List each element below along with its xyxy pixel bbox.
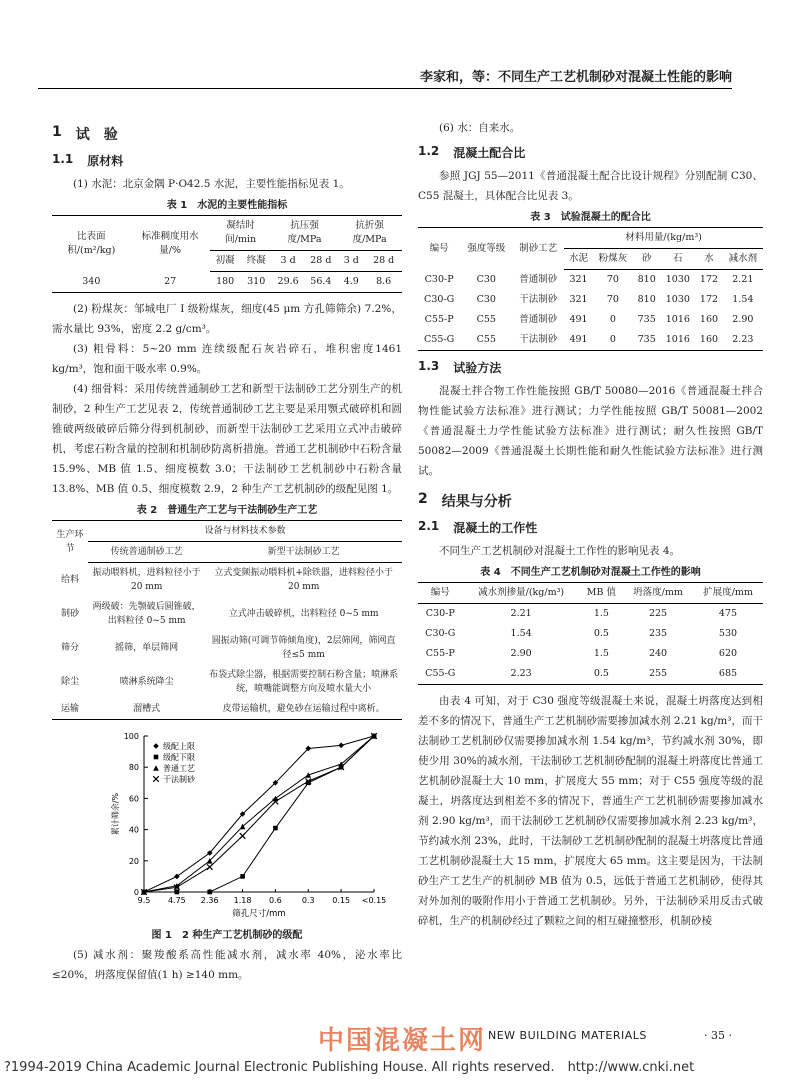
- table-cell: 0: [609, 314, 616, 325]
- y-tick-label: 0: [133, 888, 139, 897]
- table-cell: 160: [699, 314, 719, 325]
- table-cell: 0.5: [593, 668, 609, 679]
- data-point: [154, 755, 159, 760]
- paragraph: (4) 细骨料：采用传统普通制砂工艺和新型干法制砂工艺分别生产的机制砂，2 种生产工艺见表 2，传统普通制砂工艺主要是采用颚式破碎机和圆锥破两级破碎后筛分得到机制砂，而新型干法制砂工艺采用立式冲击破碎机，考虑石粉含量的控制和机制砂防离析措施。普通工艺机制砂中石粉含量 15.9%、MB 值 1.5、细度模数 3.0；干法制砂工艺机制砂中石粉含量 13.8%、MB 值 0.5、细度模数 2.9，2 种生产工艺机制砂的级配见图 1。: [52, 383, 402, 495]
- table-row: 除尘 喷淋系统降尘 布袋式除尘器，根据需要控制石粉含量；喷淋系统，喷嘴能调整方向及喷水量大小: [60, 670, 399, 694]
- table-cell: 810: [637, 274, 656, 285]
- table-row: 给料 振动喂料机，进料粒径小于 20 mm 立式变频振动喂料机+除铁器，进料粒径小于 20 mm: [60, 568, 393, 592]
- x-tick-label: <0.15: [361, 896, 387, 905]
- table-row: [418, 604, 763, 625]
- table-cell: C30: [476, 294, 496, 305]
- table2: 生产环节 设备与材料技术参数 传统普通制砂工艺 新型干法制砂工艺 给料 振动喂料机，进料粒径小于 20 mm 立式变频振动喂料机+除铁器，进料粒径小于 20 mm 制砂 两级破：先颚破后圆锥破，出料粒径 0~5 mm 立式冲击破碎机，出料粒径 0~5 mm 筛分 摇筛，单层筛网 圆振动筛(可调节筛倾角度)，2层筛网，筛网直径≤5 mm 除尘 喷淋系统降尘 布袋式除尘器，根据需要控制石粉含量；喷淋系统，喷嘴能调整方向及喷水量大小 运输 溜槽式 皮带运输机，避免砂在运输过程中离析。: [52, 520, 402, 720]
- table-cell: 2.23: [732, 334, 754, 345]
- data-point: [175, 890, 180, 895]
- y-tick-label: 100: [123, 732, 139, 741]
- subsection-heading: 1.2 混凝土配合比: [418, 144, 526, 160]
- table-row: [418, 330, 763, 351]
- table-cell: 2.21: [732, 274, 754, 285]
- table-cell: 321: [569, 294, 588, 305]
- paragraph: 不同生产工艺机制砂对混凝土工作性的影响见表 4。: [439, 545, 681, 557]
- table-row: [418, 290, 763, 310]
- data-point: [240, 874, 245, 879]
- header-rule: [38, 88, 732, 89]
- table-cell: 1016: [665, 314, 690, 325]
- x-tick-label: 4.75: [167, 896, 186, 905]
- table-cell: 70: [606, 274, 619, 285]
- table3-caption: 表 3 试验混凝土的配合比: [530, 212, 651, 223]
- table-cell: 620: [718, 648, 738, 659]
- table-cell: 2.90: [510, 648, 532, 659]
- figure1-caption: 图 1 2 种生产工艺机制砂的级配: [151, 930, 303, 941]
- table-cell: 491: [569, 314, 588, 325]
- data-point: [153, 743, 159, 749]
- table2-caption: 表 2 普通生产工艺与干法制砂生产工艺: [136, 505, 318, 516]
- table-cell: 0: [609, 334, 616, 345]
- paragraph: 由表 4 可知，对于 C30 强度等级混凝土来说，混凝土坍落度达到相差不多的情况下，普通生产工艺机制砂需要掺加减水剂 2.21 kg/m³，而干法制砂工艺机制砂仅需要掺加减水剂 1.54 kg/m³，节约减水剂 30%，即使少用 30%的减水剂，干法制砂工艺机制砂配制的混凝土坍落度比普通工艺机制砂混凝土大 10 mm，扩展度大 55 mm；对于 C55 强度等级的混凝土，坍落度达到相差不多的情况下，普通生产工艺机制砂需要掺加减水剂 2.90 kg/m³，而干法制砂工艺机制砂仅需要掺加减水剂 2.23 kg/m³，节约减水剂 23%，此时，干法制砂工艺机制砂配制的混凝土坍落度比普通工艺机制砂混凝土大 15 mm，扩展度大 65 mm。这主要是因为，干法制砂生产工艺生产的机制砂 MB 值为 0.5，远低于普通工艺机制砂，使得其对外加剂的吸附作用小于普通工艺机制砂。另外，干法制砂采用反击式破碎机，生产的机制砂经过了颗粒之间的相互碰撞整形，机制砂棱: [418, 695, 763, 927]
- watermark: 中国混凝土网: [318, 1026, 487, 1056]
- table-cell: C30-P: [425, 608, 455, 619]
- table-cell: 1.5: [593, 648, 609, 659]
- table-cell: 1.5: [593, 608, 609, 619]
- table-cell: 普通制砂: [519, 314, 558, 325]
- x-tick-label: 0.15: [332, 896, 351, 905]
- paragraph: (3) 粗骨料：5~20 mm 连续级配石灰岩碎石，堆积密度1461 kg/m³，饱和面干吸水率 0.9%。: [52, 343, 402, 375]
- running-head: 李家和，等：不同生产工艺机制砂对混凝土性能的影响: [419, 70, 732, 85]
- grading-chart: [52, 724, 402, 924]
- table-row: 筛分 摇筛，单层筛网 圆振动筛(可调节筛倾角度)，2层筛网，筛网直径≤5 mm: [60, 636, 396, 660]
- x-tick-label: 1.18: [233, 896, 252, 905]
- table-cell: 1.54: [510, 628, 532, 639]
- table3: 编号 强度等级 制砂工艺 材料用量/(kg/m³) 水泥 粉煤灰 砂 石 水 减水剂 C30-P C30 普通制砂 321 70 810 1030 172 2.21 C30-G C30 干法制砂 321 70 810 1030 172 1.54 C55-P C55 普通制砂 491 0 735 1016 160 2.90 C55-G C55 干法制砂 491 0 735 1016 160 2.23: [418, 227, 763, 351]
- table-cell: 70: [606, 294, 619, 305]
- table-cell: C55-G: [424, 334, 455, 345]
- x-tick-label: 0.3: [301, 896, 315, 905]
- table-cell: 1030: [665, 294, 690, 305]
- table-row: 制砂 两级破：先颚破后圆锥破，出料粒径 0~5 mm 立式冲击破碎机，出料粒径 0~5 mm: [60, 602, 379, 626]
- table-row: [418, 624, 763, 644]
- left-column: [52, 118, 402, 985]
- table-cell: 2.90: [732, 314, 754, 325]
- y-axis-label: 累计筛余/%: [111, 792, 120, 836]
- data-point: [338, 743, 344, 749]
- x-tick-label: 0.6: [269, 896, 282, 905]
- paragraph: (5) 减水剂：聚羧酸系高性能减水剂，减水率 40%，泌水率比≤20%，坍落度保留值(1 h) ≥140 mm。: [52, 949, 402, 981]
- table-cell: 2.21: [510, 608, 532, 619]
- table1-caption: 表 1 水泥的主要性能指标: [166, 200, 288, 211]
- table-cell: 普通制砂: [519, 273, 558, 285]
- data-point: [207, 890, 212, 895]
- table4-caption: 表 4 不同生产工艺机制砂对混凝土工作性的影响: [480, 567, 701, 578]
- table-cell: 0.5: [593, 628, 609, 639]
- x-axis-label: 筛孔尺寸/mm: [232, 909, 286, 919]
- table-row: [418, 644, 763, 664]
- table-cell: 530: [718, 628, 738, 639]
- table-cell: C55: [476, 314, 496, 325]
- table-cell: 321: [569, 274, 588, 285]
- table-cell: 1.54: [732, 294, 754, 305]
- table-cell: C30-P: [424, 273, 454, 285]
- paragraph: (2) 粉煤灰：邹城电厂 I 级粉煤灰，细度(45 μm 方孔筛筛余) 7.2%，需水量比 93%，密度 2.2 g/cm³。: [52, 303, 402, 335]
- table-cell: C55-P: [425, 648, 455, 659]
- y-tick-label: 60: [128, 794, 139, 804]
- table-cell: C30-G: [425, 628, 456, 639]
- table-cell: C55-P: [424, 314, 454, 325]
- paragraph: (6) 水：自来水。: [439, 122, 521, 134]
- y-tick-label: 80: [128, 763, 139, 773]
- paragraph: (1) 水泥：北京金隅 P·O42.5 水泥，主要性能指标见表 1。: [73, 178, 350, 190]
- table-cell: 235: [648, 628, 668, 639]
- table-cell: 735: [637, 334, 656, 345]
- table-row: [418, 664, 763, 685]
- table-row: 340 27 180 310 29.6 56.4 4.9 8.6: [82, 275, 392, 287]
- right-column: [418, 118, 763, 931]
- table-cell: 240: [648, 648, 668, 659]
- y-tick-label: 40: [128, 825, 139, 835]
- table-cell: C55-G: [425, 668, 456, 679]
- table-cell: 干法制砂: [519, 334, 558, 345]
- x-tick-label: 9.5: [137, 896, 151, 905]
- legend-label: 级配上限: [163, 742, 195, 751]
- x-tick-label: 2.36: [200, 896, 219, 905]
- table-cell: 160: [699, 334, 719, 345]
- data-point: [153, 765, 159, 771]
- table-cell: C30-G: [424, 294, 455, 305]
- table-cell: 475: [718, 608, 738, 619]
- table-cell: 735: [637, 314, 656, 325]
- table-cell: 685: [718, 668, 738, 679]
- table-cell: 干法制砂: [519, 294, 558, 305]
- legend-label: 干法制砂: [163, 775, 195, 784]
- legend-label: 级配下限: [163, 753, 195, 762]
- table-cell: 2.23: [510, 668, 532, 679]
- table-cell: C55: [476, 334, 496, 345]
- data-point: [305, 772, 311, 778]
- table-row: [418, 310, 763, 330]
- table-cell: C30: [476, 273, 496, 285]
- copyright-line: ?1994-2019 China Academic Journal Electronic Publishing House. All rights reserved. http://www.cnki.net: [4, 1060, 695, 1075]
- journal-name: NEW BUILDING MATERIALS: [488, 1029, 647, 1042]
- paragraph: 混凝土拌合物工作性能按照 GB/T 50080—2016《普通混凝土拌合物性能试验方法标准》进行测试；力学性能按照 GB/T 50081—2002《普通混凝土力学性能试验方法标准》进行测试；耐久性按照 GB/T 50082—2009《普通混凝土长期性能和耐久性能试验方法标准》进行测试。: [418, 385, 763, 477]
- section-heading: 1 试 验: [52, 124, 118, 143]
- table-row: [418, 270, 763, 291]
- y-tick-label: 20: [128, 856, 139, 866]
- section-heading: 2 结果与分析: [418, 491, 512, 510]
- table-row: 运输 溜槽式 皮带运输机，避免砂在运输过程中离析。: [60, 704, 385, 714]
- page-number: · 35 ·: [704, 1029, 732, 1042]
- legend-label: 普通工艺: [163, 764, 195, 773]
- paragraph: 参照 JGJ 55—2011《普通混凝土配合比设计规程》分别配制 C30、C55 混凝土，具体配合比见表 3。: [418, 170, 763, 202]
- table1: 比表面积/(m²/kg) 标准稠度用水量/% 凝结时间/min 抗压强度/MPa 抗折强度/MPa 初凝 终凝 3 d 28 d 3 d 28 d 340 27 180 310 29.6 56.4 4.9 8.6: [52, 215, 402, 293]
- subsection-heading: 1.1 原材料: [52, 152, 124, 168]
- subsection-heading: 1.3 试验方法: [418, 359, 502, 375]
- data-point: [273, 826, 278, 831]
- figure1: [52, 724, 402, 924]
- table-cell: 1016: [665, 334, 690, 345]
- table-cell: 255: [648, 668, 668, 679]
- table-cell: 172: [699, 274, 719, 285]
- table4: 编号 减水剂掺量/(kg/m³) MB 值 坍落度/mm 扩展度/mm C30-P 2.21 1.5 225 475 C30-G 1.54 0.5 235 530 C55-P 2.90 1.5 240 620 C55-G 2.23 0.5 255 685: [418, 582, 763, 685]
- subsection-heading: 2.1 混凝土的工作性: [418, 519, 538, 535]
- table-cell: 810: [637, 294, 656, 305]
- table-cell: 491: [569, 334, 588, 345]
- table-cell: 225: [648, 608, 668, 619]
- table-cell: 1030: [665, 274, 690, 285]
- table-cell: 172: [699, 294, 719, 305]
